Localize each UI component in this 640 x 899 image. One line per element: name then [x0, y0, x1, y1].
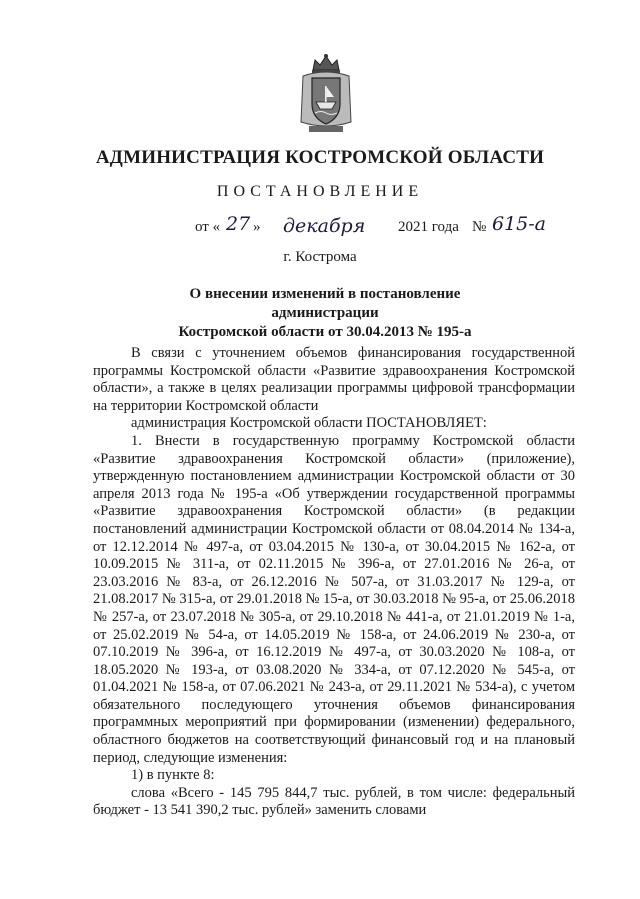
- paragraph-resolves: администрация Костромской области ПОСТАНОВЛЯЕТ:: [131, 415, 487, 432]
- paragraph-preamble: В связи с уточнением объемов финансирования государственной программы Костромской области «Развитие здравоохранения Костромской области», а также в целях реализации программы цифровой трансформации на территории Костромской области: [93, 345, 575, 414]
- number-label: №: [472, 219, 487, 235]
- paragraph-subitem-1: 1) в пункте 8:: [131, 767, 215, 784]
- date-year: 2021 года: [398, 219, 459, 235]
- paragraph-words: слова «Всего - 145 795 844,7 тыс. рублей, в том числе: федеральный бюджет - 13 541 390,2 тыс. рублей» заменить словами: [93, 784, 575, 819]
- document-type: ПОСТАНОВЛЕНИЕ: [216, 183, 424, 200]
- paragraph-item-1: 1. Внести в государственную программу Костромской области «Развитие здравоохранения Костромской области» (приложение), утвержденную постановлением администрации Костромской области от 30 апреля 2013 года № 195-а «Об утверждении государственной программы «Развитие здравоохранения Костромской области» (в редакции постановлений администрации Костромской области от 08.04.2014 № 134-а, от 12.12.2014 № 497-а, от 03.04.2015 № 130-а, от 30.04.2015 № 162-а, от 10.09.2015 № 311-а, от 02.11.2015 № 396-а, от 27.01.2016 № 26-а, от 23.03.2016 № 83-а, от 26.12.2016 № 507-а, от 31.03.2017 № 129-а, от 21.08.2017 № 315-а, от 29.01.2018 № 15-а, от 30.03.2018 № 95-а, от 25.06.2018 № 257-а, от 23.07.2018 № 305-а, от 29.10.2018 № 441-а, от 21.01.2019 № 1-а, от 25.02.2019 № 54-а, от 14.05.2019 № 158-а, от 24.06.2019 № 230-а, от 07.10.2019 № 396-а, от 16.12.2019 № 497-а, от 30.03.2020 № 108-а, от 18.05.2020 № 193-а, от 03.08.2020 № 334-а, от 07.12.2020 № 545-а, от 01.04.2021 № 158-а, от 07.06.2021 № 243-а, от 29.11.2021 № 534-а), с учетом обязательного последующего уточнения объемов финансирования программных мероприятий при формировании (изменении) федерального, областного бюджетов на соответствующий финансовый год и на плановый период, следующие изменения:: [93, 432, 575, 766]
- date-prefix: от «: [195, 219, 221, 235]
- subject-line-2: Костромской области от 30.04.2013 № 195-а: [178, 324, 472, 340]
- coat-of-arms-icon: [297, 52, 355, 136]
- city: г. Кострома: [283, 249, 357, 265]
- date-quote-close: »: [253, 219, 261, 235]
- organization-title: АДМИНИСТРАЦИЯ КОСТРОМСКОЙ ОБЛАСТИ: [95, 147, 545, 168]
- date-day: 27: [226, 213, 251, 235]
- document-body: [93, 345, 575, 820]
- subject-line-1: О внесении изменений в постановление администрации: [189, 286, 461, 321]
- document-number: 615-а: [492, 213, 547, 235]
- date-line: [195, 213, 575, 241]
- document-subject: [150, 285, 500, 342]
- date-month: декабря: [283, 215, 366, 237]
